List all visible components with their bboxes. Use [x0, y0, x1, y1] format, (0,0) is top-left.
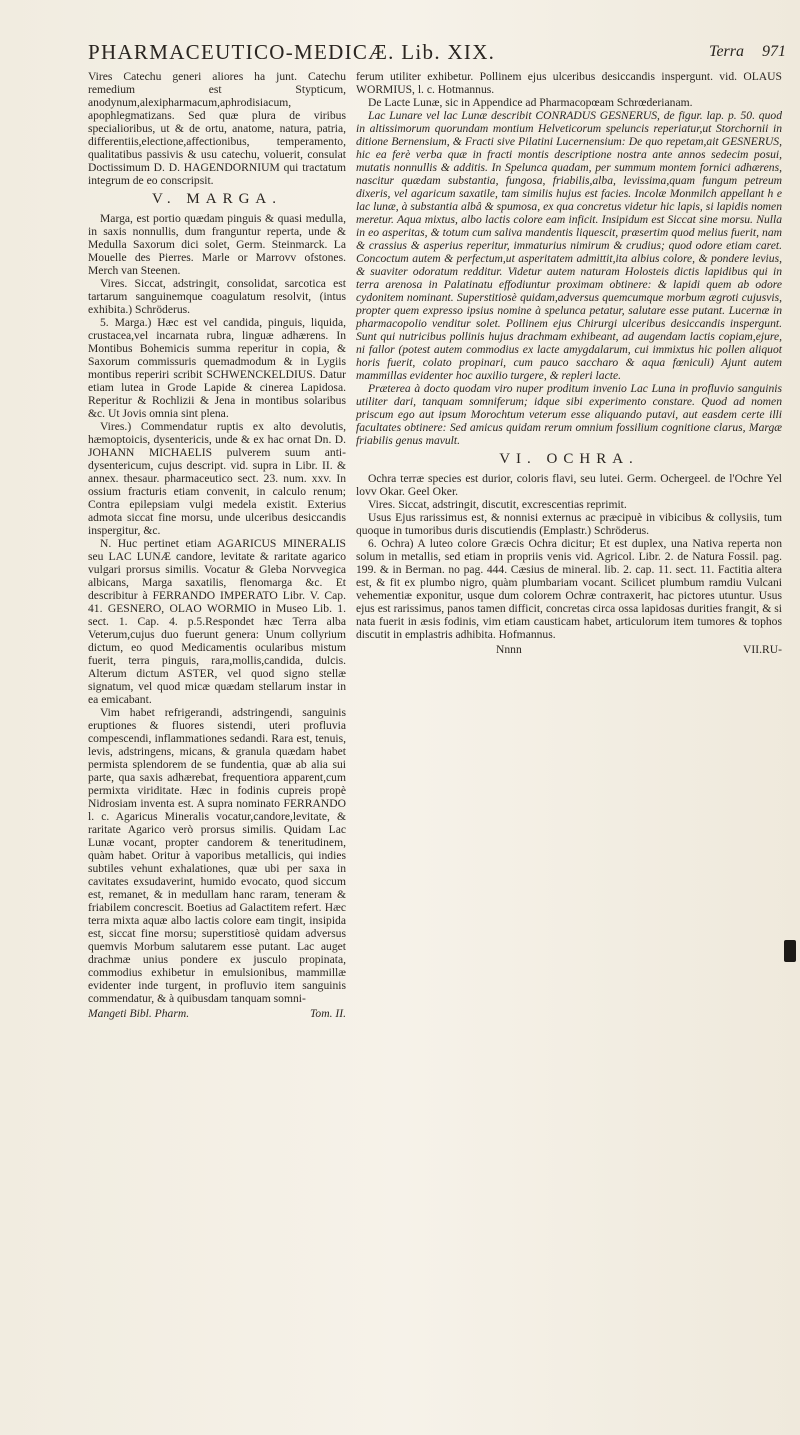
paragraph: Marga, est portio quædam pinguis & quasi medulla, in saxis nonnullis, dum franguntur reperta, unde & Medulla Saxorum dici solet, Germ. Steinmarck. La Mouelle des Pierres. Marle or Marrovv ofstones. Merch van Steenen. [88, 212, 346, 277]
page-edge-mark [784, 940, 796, 962]
left-footer [88, 1007, 346, 1020]
paragraph: 5. Marga.) Hæc est vel candida, pinguis, liquida, crustacea,vel incarnata rubra, linguæ adhærens. In Montibus Bohemicis summa reperitur in copia, & Saxorum commissuris quemadmodum & in Lygiis montibus reperiri scribit SCHWENCKELDIUS. Datur etiam lutea in Grode Lapide & cinerea Lapidosa. Reperitur & Rochlizii & Jena in montibus solaribus &c. Ut Jovis omnia sint plena. [88, 316, 346, 420]
paragraph: Vires.) Commendatur ruptis ex alto devolutis, hæmoptoicis, dysentericis, unde & ex hac ornat Dn. D. JOHANN MICHAELIS pulverem suum anti-dysentericum, cujus descript. vid. supra in Libr. II. & annex. thesaur. pharmaceutico sect. 23. num. xxv. In ossium fracturis etiam convenit, in calculo renum; Contra epilepsiam vulgi medela existit. Exterius admota siccat fine morsu, unde ulceribus desiccandis inspergitur, &c. [88, 420, 346, 537]
section-heading: V. MARGA. [152, 191, 282, 207]
paragraph: Usus Ejus rarissimus est, & nonnisi externus ac præcipuè in vibicibus & collysiis, tum quoque in tumoribus duris discutiendis (Emplastr.) Schröderus. [356, 511, 782, 537]
paragraph: N. Huc pertinet etiam AGARICUS MINERALIS seu LAC LUNÆ candore, levitate & raritate agarico vulgari prorsus similis. Vocatur & Gleba Norvvegica albicans, Marga saxatilis, flenomarga &c. Et describitur à FERRANDO IMPERATO Libr. V. Cap. 41. GESNERO, OLAO WORMIO in Museo Lib. 1. sect. 1. Cap. 4. p.5.Respondet hæc Terra alba Veterum,cujus duo fuerunt genera: Unum collyrium dictum, eo quod Medicamentis ocularibus mistum fuerit, terra pinguis, rara,mollis,candida, dulcis. Alterum dictum ASTER, vel quod signo stellæ signatum, vel quod micæ quædam stellarum instar in ea emicabant. [88, 537, 346, 706]
paragraph: Ochra terræ species est durior, coloris flavi, seu lutei. Germ. Ochergeel. de l'Ochre Yel lovv Okar. Geel Oker. [356, 472, 782, 498]
paragraph: Vim habet refrigerandi, adstringendi, sanguinis eruptiones & fluores sistendi, uteri profluvia compescendi, inflammationes sedandi. Rara est, tenuis, levis, adstringens, micans, & granula quædam habet permista splendorem de se fundentia, quæ ab alia sui parte, qua saxis adhærebat, frequentiora apparent,cum permixta viriditate. Hæc in fodinis cupreis propè Nidrosiam inventa est. A supra nominato FERRANDO l. c. Agaricus Mineralis vocatur,candore,levitate, & raritate Agarico verò prorsus similis. Quidam Lac Lunæ vocant, propter candorem & teneritudinem, quàm habet. Oritur à vaporibus metallicis, qui indies subtiles vehunt exhalationes, quæ ubi per saxa in cavitates exsudaverint, humido evocato, quod siccum est, remanet, & in medullam hanc raram, teneram & friabilem concrescit. Boetius ad Galactitem refert. Hæc terra mixta aquæ albo lactis colore eam tingit, insipida est, siccat fine morsu; superstitiosè quidam adversus quemvis Morbum salutarem esse putant. Lac auget drachmæ unius pondere ex jusculo propinata, commodius exhibetur in emulsionibus, mammillæ evidenter inde turgent, in profluvio item sanguinis commendatur, & à quibusdam tanquam somni- [88, 706, 346, 1005]
signature-mark: Nnnn [496, 643, 522, 656]
running-title: PHARMACEUTICO-MEDICÆ. Lib. XIX. [88, 40, 496, 64]
right-column [356, 70, 782, 656]
footer-volume: Tom. II. [310, 1007, 346, 1020]
paragraph: Lac Lunare vel lac Lunæ describit CONRADUS GESNERUS, de figur. lap. p. 50. quod in altissimorum quorundam montium Helveticorum speluncis reperiatur,ut Storchornii in ditione Bernensium, & Fracti sive Pilatini Lucernensium: De quo repetam,ait GESNERUS, hic ea ferè verba quæ in fracti montis descriptione nostra ante annos sedecim posui, mutatis nonnullis & additis. In Spelunca quadam, per summum montem fornici adhærens, nascitur quædam substantia, fungosa, friabilis,alba, levissima,quam fungum petreum dixeris, vel agaricum saxatile, tam similis hujus est facies. Incolæ Monmilch appellant h e lac lunæ, à substantia albâ & spumosa, ex qua concretus videtur hic lapis, si lapidis nomen meretur. Aqua mixtus, albo lactis colore eam inficit. Insipidum est Siccat sine morsu. Nulla in eo asperitas, & totum cum saliva mandentis liquescit, præsertim quod melius fuerit, nam & crassius & asperius reperitur, immaturius nimirum & crudius; quod odore etiam caret. Concoctum autem & perfectum,ut asperitatem admittit,ita albius colore, & pondere levius, & suaviter odoratum redditur. Videtur autem naturam Holosteis dictis lapidibus qui in terra arenosa in Palatinatu effodiuntur proximam obtinere: & lapidi quem ab odore cydonitem nominant. Superstitiosè quidam,adversus quemcumque morbum ægroti cujusvis, propter quem expresso ipsius nomine à spelunca petatur, salutare esse putant. Lucernæ in pharmacopolio venditur solet. Pollinem ejus Chirurgi ulceribus desiccandis inspergunt. Sunt qui nutricibus pollinis hujus drachmam exhibeant, ad augendam lactis copiam,ejure, ni fallor (potest autem commodius ex lacte amygdalarum, cui immixtus hic pollen aliquot horis fuerit, colato propinari, cum pauco saccharo & aqua fœniculi) Ajunt autem mammillas evidenter hoc auxilio turgere, & repleri lacte. [356, 109, 782, 382]
catchword: VII.RU- [743, 643, 782, 656]
paragraph: ferum utiliter exhibetur. Pollinem ejus ulceribus desiccandis inspergunt. vid. OLAUS WORMIUS, l. c. Hotmannus. [356, 70, 782, 96]
header-right [695, 43, 786, 61]
paragraph: Præterea à docto quodam viro nuper proditum invenio Lac Luna in profluvio sanguinis utiliter dari, tanquam somniferum; idque sibi experimento constare. Quod ad nomen priscum ego aut ipsum Morochtum veterum esse aliquando putavi, aut easdem certe illi facultates obtinere: Sed amicus quidam rerum omnium fossilium cognitione clarus, Margæ friabilis genus mavult. [356, 382, 782, 447]
paragraph: Vires Catechu generi aliores ha junt. Catechu remedium est Stypticum, anodynum,alexipharmacum,aphrodisiacum, apophlegmatizans. Sed quæ plura de viribus specialioribus, ut & de ortu, anatome, natura, patria, differentiis,electione,affectionibus, temperamento, qualitatibus passivis & usu catechu, voluerit, consulat Doctissimum D. D. HAGENDORNIUM qui tractatum integrum de eo conscripsit. [88, 70, 346, 187]
section-heading: VI. OCHRA. [499, 451, 639, 467]
page-number: 971 [762, 43, 786, 60]
paragraph: Vires. Siccat, adstringit, consolidat, sarcotica est tartarum sanguinemque coagulatum resolvit, (intus exhibita.) Schröderus. [88, 277, 346, 316]
paragraph: Vires. Siccat, adstringit, discutit, excrescentias reprimit. [368, 498, 627, 511]
section-name: Terra [709, 43, 744, 60]
running-header [88, 40, 786, 66]
paragraph: De Lacte Lunæ, sic in Appendice ad Pharmacopœam Schrœderianam. [368, 96, 693, 109]
right-footer [356, 643, 782, 656]
paragraph: 6. Ochra) A luteo colore Græcis Ochra dicitur; Et est duplex, una Nativa reperta non solum in metallis, sed etiam in propriis venis vid. Agricol. Libr. 2. de Natura Fossil. pag. 199. & in Berman. no pag. 444. Cæsius de mineral. lib. 2. cap. 11. sect. 11. Factitia altera est, & fit ex plumbo nigro, quàm plumbariam vocant. Scilicet plumbum ramdiu Vulcani vehementiæ exponitur, usque dum colorem Ochræ contraxerit, hac pictores utuntur. Usus ejus est rarissimus, panos tamen difficit, concretas circa ossa lapidosas durities frangit, & si nata fuerit in æsis fodinis, vim etiam causticam habet, articulorum item tumores & tophos discutit in emplastris adhibita. Hofmannus. [356, 537, 782, 641]
footer-source: Mangeti Bibl. Pharm. [88, 1007, 190, 1020]
left-column [88, 70, 346, 1020]
